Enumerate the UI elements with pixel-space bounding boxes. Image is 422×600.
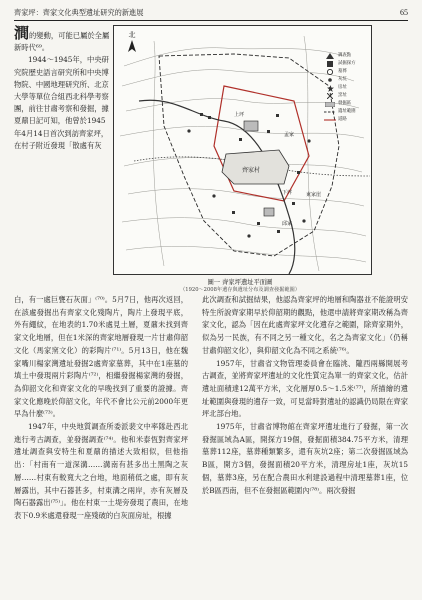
figure-subcaption: （1920～2008年遺存與遺址分布及調查發掘範圍）: [180, 287, 300, 293]
journal-title: 齊家坪：齊家文化典型遺址研究的新進展: [14, 7, 144, 17]
marker: [297, 171, 300, 174]
header-rule: [14, 20, 408, 21]
circle-icon: [324, 70, 336, 75]
lead-character: 澗: [14, 24, 30, 42]
legend-label: 調查點: [338, 53, 352, 58]
hatch-icon: [324, 102, 336, 107]
legend-row: [324, 100, 370, 108]
legend-row: [324, 60, 370, 68]
right-text-column: [202, 294, 408, 497]
label-dongjiaya: 東家崖: [306, 192, 322, 198]
paragraph-1: [14, 25, 110, 54]
legend-row: [324, 92, 370, 100]
label-xiaping: 下坪: [282, 190, 293, 196]
left-text-column: [14, 25, 110, 152]
marker: [307, 139, 310, 142]
label-shangping: 上坪: [234, 112, 245, 118]
label-mengjia: 孟家: [284, 132, 295, 138]
legend-row: [324, 68, 370, 76]
label-qiujia: 邱家: [282, 221, 293, 227]
legend-label: 遺址範圍: [338, 109, 356, 114]
dot-icon: [324, 78, 336, 83]
village-label: 齊家村: [242, 167, 261, 174]
marker: [200, 113, 203, 116]
marker: [276, 114, 279, 117]
star-icon: [324, 86, 336, 91]
legend-row: [324, 108, 370, 116]
running-header: [14, 6, 408, 19]
map-legend: [324, 52, 370, 124]
paragraph-3: 白，有一處巨甕石灰面」⁽⁷⁰⁾。5月7日，他再次返回，在該處發掘出有齊家文化殘陶片，陶片上發現平底，外有繩紋，在地表的1.70米處見土層，夏鼐未找到齊家文化地層，但在1米深的齊家地層發現一片甘肅仰韶文化（馬家窯文化）的彩陶片⁽⁷¹⁾。5月13日，他在魏家嘴川楊家灣遺址發掘2處齊家墓葬，其中在1座墓的填土中發現兩片彩陶片⁽⁷²⁾，相繼發掘楊家灣的發掘，為仰韶文化和齊家文化的早晚找到了重要的證據。齊家文化應晚於仰韶文化，年代不會比公元前2000年更早為什麼⁽⁷³⁾。: [14, 295, 188, 419]
legend-label: 發掘區: [338, 101, 352, 106]
legend-label: 房址: [338, 85, 347, 90]
north-arrow: [128, 30, 136, 52]
legend-label: 灰坑: [338, 77, 347, 82]
dash-line-icon: [324, 110, 336, 115]
legend-row: [324, 52, 370, 60]
page-number: 65: [400, 8, 408, 17]
legend-label: 試掘探方: [338, 61, 356, 66]
solid-line-icon: [324, 118, 336, 123]
legend-label: 窯址: [338, 93, 347, 98]
north-arrow-icon: [128, 40, 136, 52]
square-icon: [324, 62, 336, 67]
marker: [208, 116, 211, 119]
legend-row: [324, 76, 370, 84]
marker: [267, 130, 270, 133]
marker: [292, 202, 295, 205]
legend-row: [324, 116, 370, 124]
marker: [247, 234, 250, 237]
north-label: 北: [128, 31, 136, 39]
paragraph-5: 此次調查和試掘結果，他認為齊家坪的地層和陶器並不能證明安特生所說齊家期早於仰韶期的觀點，他還申請將齊家期改稱為齊家文化，認為「因在此處齊家坪文化遺存之範圍，除齊家期外，似為另一民族，有不同之另一種文化，名之為齊家文化」（仍稱甘肅仰韶文化），與仰韶文化為不同之系統⁽⁷⁶⁾。: [202, 295, 408, 355]
legend-label: 墓葬: [338, 69, 347, 74]
marker: [257, 222, 260, 225]
marker: [232, 211, 235, 214]
paragraph-7: 1975年，甘肅省博物館在齊家坪遺址進行了發掘，第一次發掘區域為A區，開探方19個，發掘面積384.75平方米，清理墓葬112座，墓葬種類繁多，還有灰坑2座；第二次發掘區域為B區，開方3個，發掘面積20平方米，清理房址1座，灰坑15個，墓葬3座，另在配合農田水利建設過程中清理墓葬1座，位於B區西南，但不在發掘區範圍內⁽⁷⁸⁾。兩次發掘: [202, 422, 408, 495]
figure-caption: 圖一 齊家坪遺址平面圖: [207, 279, 273, 286]
paragraph-1-text: 的變動，可能已屬於全屬新時代⁶⁹。: [14, 31, 110, 53]
marker: [277, 230, 280, 233]
marker: [239, 138, 242, 141]
marker: [187, 129, 190, 132]
legend-label: 道路: [338, 117, 347, 122]
paragraph-6: 1957年，甘肅省文物管理委員會在臨洮、隴西兩縣開展考古調查，並將齊家坪遺址的文化性質定為單一的齊家文化，估計遺址面積達12萬平方米，文化層厚0.5～1.5米⁽⁷⁷⁾，所描繪的遺址範圍與發現的遺存一致，可見當時對遺址的認識仍局限在齊家坪北部台地。: [202, 358, 408, 419]
excavation-area-b: [264, 208, 274, 216]
excavation-area-a: [244, 121, 258, 131]
marker: [212, 194, 215, 197]
cross-icon: [324, 94, 336, 99]
left-lower-text-column: [14, 294, 188, 523]
paragraph-4: 1947年，中央地質調查所委派裴文中率隊赴西北進行考古調查，並發掘調查⁽⁷⁴⁾。他和米泰恆對齊家坪遺址調查與安特生和夏鼐的描述大致相似，但他指出：「村南有一道深溝……溝南有甚多出土黑陶之灰層……村東有較寬大之台地，地面稍低之處，即有灰層露出，其中石器甚多，村東溝之兩岸，亦有灰層及陶石器露出⁽⁷⁵⁾」。他在村東一土堤旁發現了農田，在地表下0.9米處還發現一座殘破的白灰面房址，根據: [14, 422, 188, 520]
legend-row: [324, 84, 370, 92]
triangle-icon: [324, 54, 336, 59]
marker: [302, 219, 305, 222]
paragraph-2: 1944～1945年，中央研究院歷史語言研究所和中央博物院、中國地理研究所、北京大學等單位合組西北科學考察團，前往甘肅考察和發掘，據夏鼐日記可知，他曾於1945年4月14日首次到訪齊家坪，在村子附近發現「散處有灰: [14, 55, 109, 150]
